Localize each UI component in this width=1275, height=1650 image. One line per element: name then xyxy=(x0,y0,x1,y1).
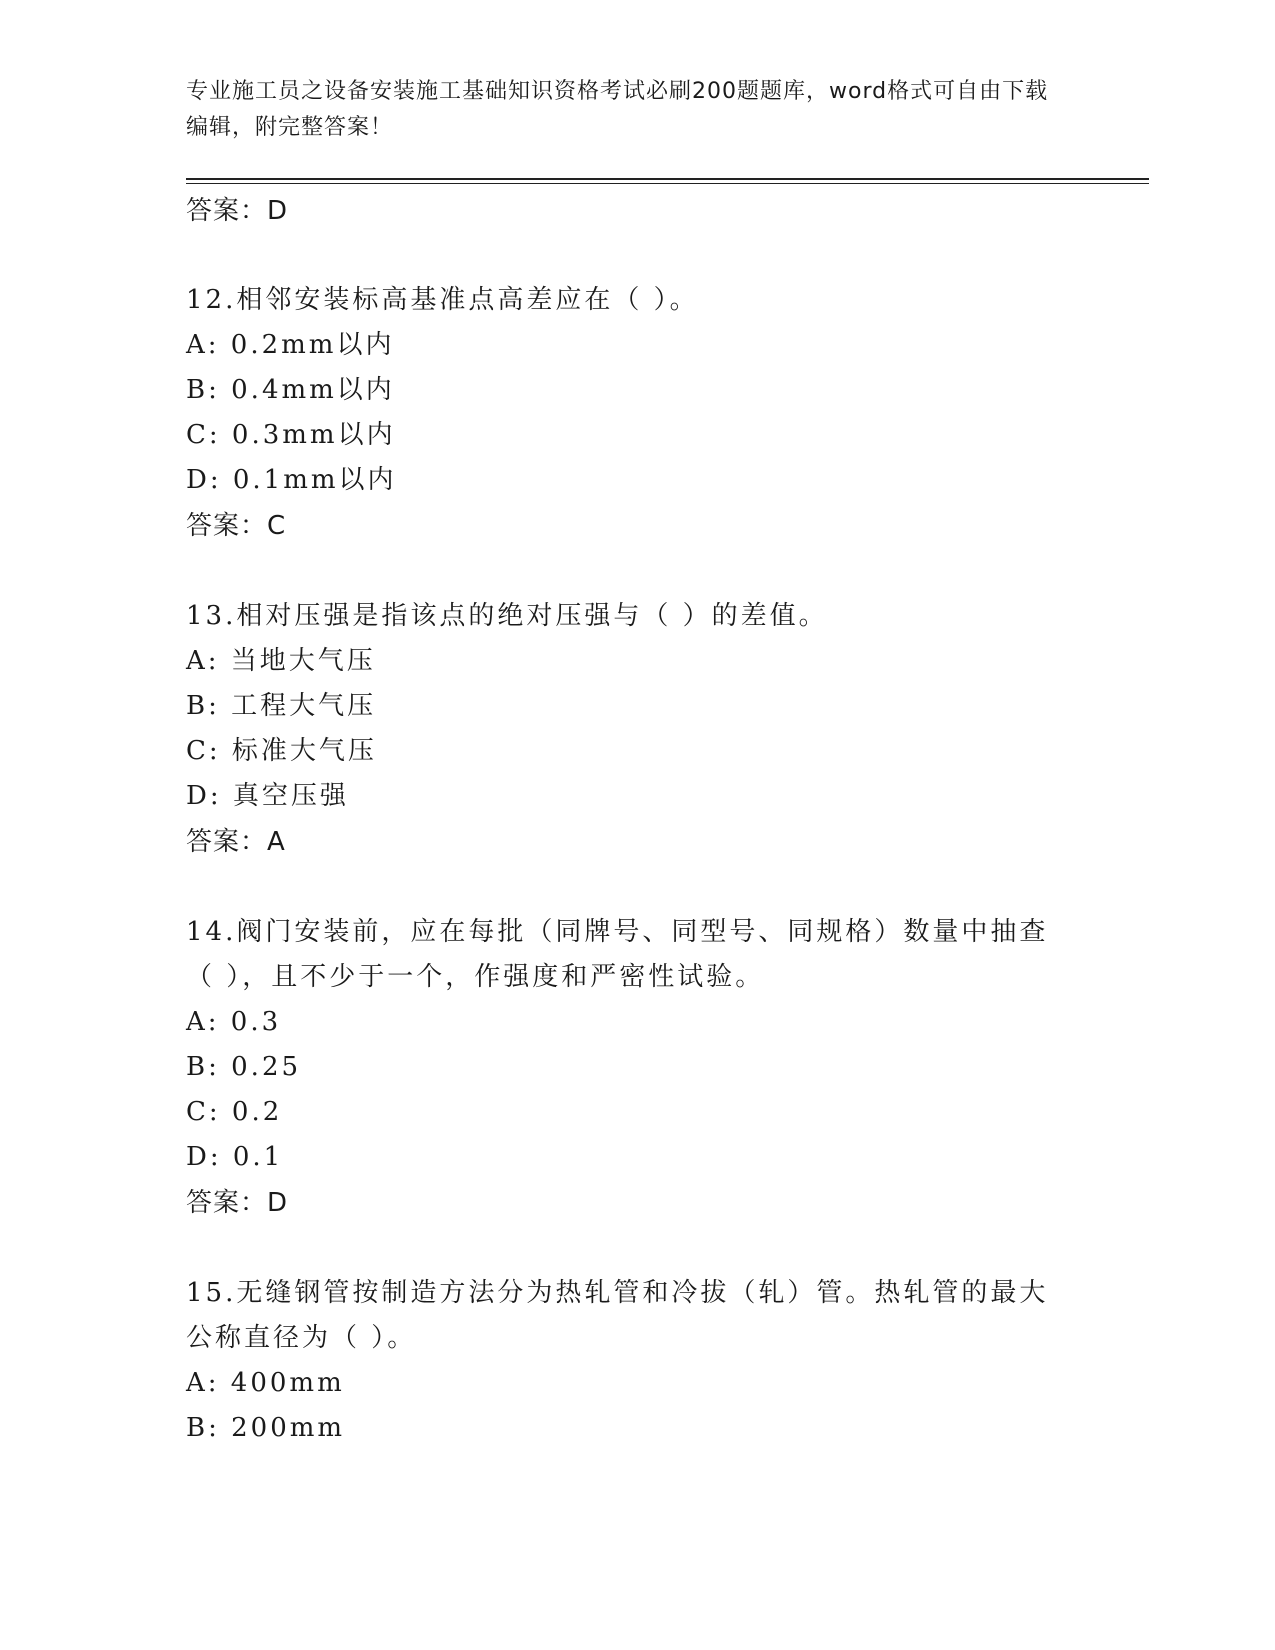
option-b: B: 200mm xyxy=(186,1413,346,1443)
option-a: A: 0.2mm以内 xyxy=(186,330,395,360)
answer-line: 答案：A xyxy=(186,827,286,857)
answer-line: 答案：D xyxy=(186,196,289,226)
option-d: D: 0.1 xyxy=(186,1142,284,1172)
option-c: C: 0.2 xyxy=(186,1097,283,1127)
option-a: A: 当地大气压 xyxy=(186,646,376,676)
document-header: 专业施工员之设备安装施工基础知识资格考试必刷200题题库，word格式可自由下载编辑，附完整答案！ xyxy=(186,79,1049,140)
header-divider-thin xyxy=(186,183,1149,184)
question-block xyxy=(186,594,1066,865)
question-text: 13.相对压强是指该点的绝对压强与（ ）的差值。 xyxy=(186,601,828,631)
header-divider xyxy=(186,178,1149,180)
option-b: B: 0.4mm以内 xyxy=(186,375,395,405)
answer-line: 答案：D xyxy=(186,1188,289,1218)
question-block xyxy=(186,278,1066,549)
question-text: 14.阀门安装前，应在每批（同牌号、同型号、同规格）数量中抽查（ ），且不少于一个，作强度和严密性试验。 xyxy=(186,917,1049,992)
answer-line: 答案：C xyxy=(186,511,287,541)
question-block xyxy=(186,1271,1066,1451)
question-block xyxy=(186,910,1066,1226)
option-d: D: 真空压强 xyxy=(186,781,349,811)
option-b: B: 0.25 xyxy=(186,1052,302,1082)
option-a: A: 0.3 xyxy=(186,1007,282,1037)
question-list xyxy=(186,188,1066,1451)
question-text: 12.相邻安装标高基准点高差应在（ ）。 xyxy=(186,285,699,315)
option-c: C: 0.3mm以内 xyxy=(186,420,396,450)
option-a: A: 400mm xyxy=(186,1368,345,1398)
option-b: B: 工程大气压 xyxy=(186,691,377,721)
question-text: 15.无缝钢管按制造方法分为热轧管和冷拔（轧）管。热轧管的最大公称直径为（ ）。 xyxy=(186,1278,1049,1353)
option-c: C: 标准大气压 xyxy=(186,736,377,766)
option-d: D: 0.1mm以内 xyxy=(186,465,397,495)
